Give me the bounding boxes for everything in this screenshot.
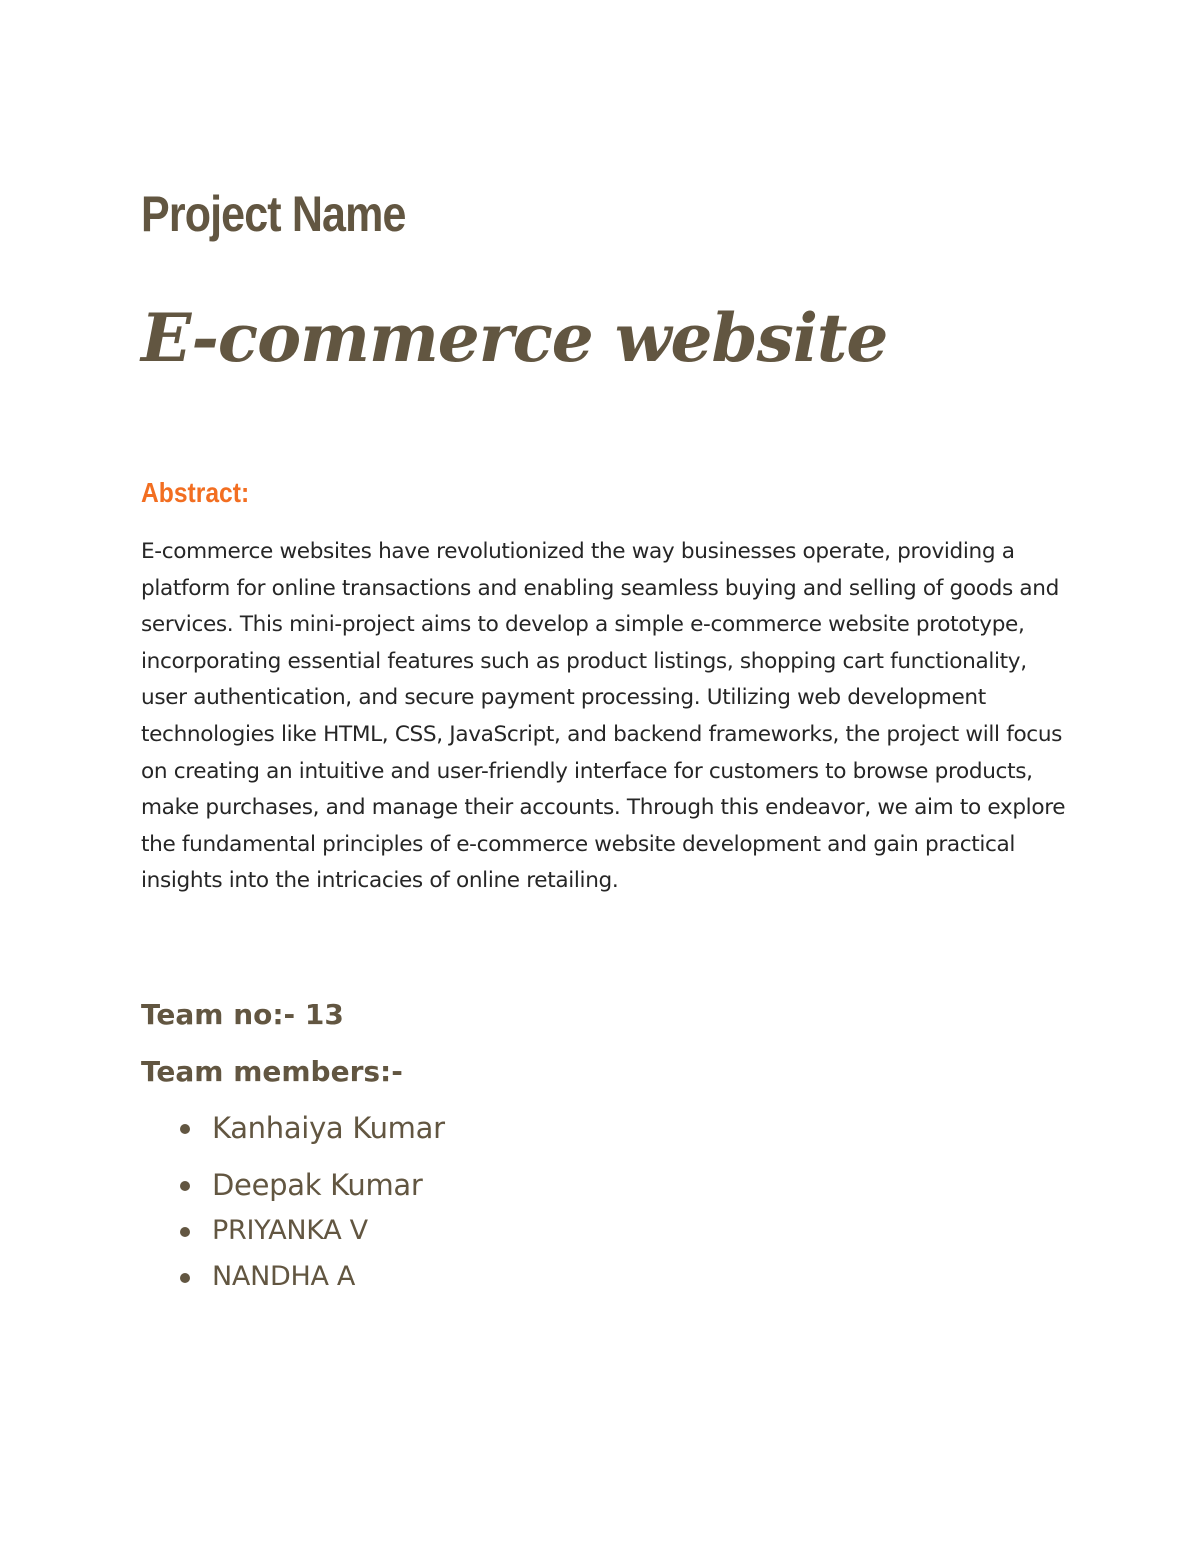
bullet-icon (180, 1124, 190, 1134)
list-item: PRIYANKA V (212, 1215, 368, 1246)
list-item: Deepak Kumar (212, 1168, 423, 1202)
bullet-icon (180, 1181, 190, 1191)
list-item: NANDHA A (212, 1261, 356, 1292)
bullet-icon (180, 1273, 190, 1283)
team-members-heading: Team members:- (141, 1055, 403, 1088)
project-name-label: Project Name (141, 186, 406, 242)
abstract-paragraph: E-commerce websites have revolutionized the way businesses operate, providing a platform for online transactions and enabling seamless buying and selling of goods and services. This mini-project aims to develop a simple e-commerce website prototype, incorporating essential features such as product listings, shopping cart functionality, user authentication, and secure payment processing. Utilizing web development technologies like HTML, CSS, JavaScript, and backend frameworks, the project will focus on creating an intuitive and user-friendly interface for customers to browse products, make purchases, and manage their accounts. Through this endeavor, we aim to explore the fundamental principles of e-commerce website development and gain practical insights into the intricacies of online retailing. (141, 539, 1066, 894)
abstract-heading: Abstract: (141, 477, 250, 508)
bullet-icon (180, 1227, 190, 1237)
project-title: E-commerce website (141, 299, 888, 377)
team-number: Team no:- 13 (141, 998, 344, 1031)
list-item: Kanhaiya Kumar (212, 1111, 445, 1145)
